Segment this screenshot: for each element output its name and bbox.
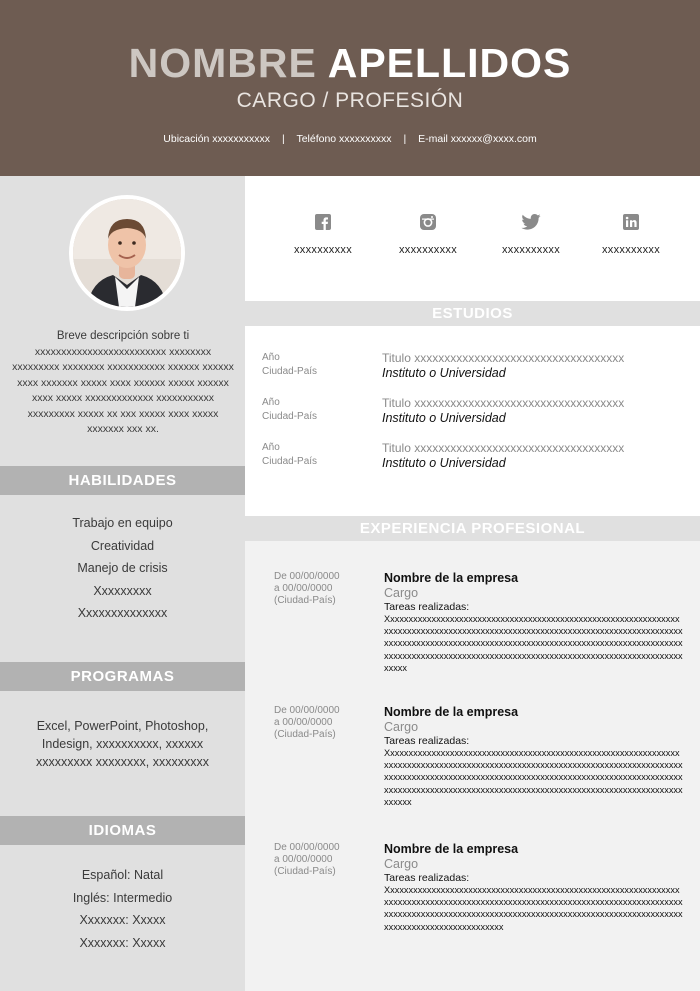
facebook-icon: [315, 214, 331, 230]
education-entry: [262, 441, 682, 473]
education-year: Año: [262, 352, 280, 363]
date-place: (Ciudad-País): [274, 866, 336, 877]
languages-heading: IDIOMAS: [0, 816, 245, 845]
list-item: Español: Natal: [81, 868, 164, 882]
social-twitter[interactable]: [481, 214, 581, 256]
profile-description: [10, 329, 236, 438]
programs-heading: PROGRAMAS: [0, 662, 245, 691]
date-to: a 00/00/0000: [274, 854, 333, 865]
education-heading: ESTUDIOS: [245, 301, 700, 326]
social-linkedin[interactable]: [581, 214, 681, 256]
social-text: xxxxxxxxxx: [399, 244, 457, 256]
tasks-label: Tareas realizadas:: [384, 735, 470, 747]
company-role: Cargo: [384, 857, 419, 871]
list-item: Manejo de crisis: [77, 561, 168, 575]
social-text: xxxxxxxxxx: [294, 244, 352, 256]
date-from: De 00/00/0000: [274, 571, 340, 582]
full-name: [0, 40, 700, 87]
phone: Teléfono xxxxxxxxxx: [296, 133, 392, 145]
education-entry: [262, 351, 682, 383]
education-degree: Titulo xxxxxxxxxxxxxxxxxxxxxxxxxxxxxxxxxxx: [382, 351, 625, 365]
date-place: (Ciudad-País): [274, 729, 336, 740]
experience-dates: [274, 842, 364, 878]
tasks-text: Xxxxxxxxxxxxxxxxxxxxxxxxxxxxxxxxxxxxxxxxxxxxxxxxxxxxxxxxxxxxxxxxxxxxxxxxxxxxxxxxxxxxxxxxxxxxxxxxxxxxxxxxxxxxxxxxxxxxxxxxxxxxxxxxxxxxxxxxxxxxxxxxxxxxxxxxxxxxxxxxxxxxxxxxxxxxxxxxxxxxxxxxxxxxxxxxxxxxxxxxxxxxxxxxxxxxxxxxxxxxxxxxxxxxxxxxxxxxxxxxxxxxxxxxxxxxxxxxxxxxxxxx: [384, 614, 683, 673]
company-role: Cargo: [384, 586, 419, 600]
company-name: Nombre de la empresa: [384, 842, 519, 856]
education-place: Ciudad-País: [262, 366, 318, 377]
experience-heading: EXPERIENCIA PROFESIONAL: [245, 516, 700, 541]
profile-text: xxxxxxxxxxxxxxxxxxxxxxxxx xxxxxxxx xxxxxxxxx xxxxxxxx xxxxxxxxxxx xxxxxx xxxxxx xxxx xxxxxxx xxxxx xxxx xxxxxx xxxxx xxxxxx xxxx xxxxx xxxxxxxxxxxxx xxxxxxxxxxx xxxxxxxxx xxxxx xx xxx xxxxx xxxx xxxxx xxxxxxx xxx xx.: [12, 345, 234, 435]
company-name: Nombre de la empresa: [384, 705, 519, 719]
list-item: Inglés: Intermedio: [72, 890, 173, 905]
list-item: Xxxxxxx: Xxxxx: [79, 935, 166, 950]
last-name: APELLIDOS: [327, 40, 572, 86]
job-title: CARGO / PROFESIÓN: [236, 89, 464, 112]
list-item: Xxxxxxx: Xxxxx: [79, 913, 166, 927]
education-date: [262, 441, 317, 469]
social-links: [245, 176, 700, 300]
date-from: De 00/00/0000: [274, 705, 340, 716]
list-item: Trabajo en equipo: [72, 516, 173, 530]
programs-text: Excel, PowerPoint, Photoshop, Indesign, xxxxxxxxxx, xxxxxx xxxxxxxxx xxxxxxxx, xxxxxxxxx: [36, 719, 209, 769]
education-school: Instituto o Universidad: [382, 411, 506, 425]
social-text: xxxxxxxxxx: [602, 244, 660, 256]
profile-photo: [73, 199, 181, 307]
education-degree: Titulo xxxxxxxxxxxxxxxxxxxxxxxxxxxxxxxxxxx: [382, 441, 625, 455]
languages-list: [0, 864, 245, 954]
profile-photo-frame: [69, 195, 185, 311]
education-date: [262, 351, 317, 379]
linkedin-icon: [623, 214, 639, 230]
twitter-icon: [521, 214, 541, 230]
experience-entry: [245, 842, 700, 952]
experience-dates: [274, 571, 364, 607]
tasks-label: Tareas realizadas:: [384, 601, 470, 613]
date-to: a 00/00/0000: [274, 717, 333, 728]
education-degree: Titulo xxxxxxxxxxxxxxxxxxxxxxxxxxxxxxxxxxx: [382, 396, 625, 410]
tasks-text: Xxxxxxxxxxxxxxxxxxxxxxxxxxxxxxxxxxxxxxxxxxxxxxxxxxxxxxxxxxxxxxxxxxxxxxxxxxxxxxxxxxxxxxxxxxxxxxxxxxxxxxxxxxxxxxxxxxxxxxxxxxxxxxxxxxxxxxxxxxxxxxxxxxxxxxxxxxxxxxxxxxxxxxxxxxxxxxxxxxxxxxxxxxxxxxxxxxxxxxxxxxxxxxxxxxxxxxxxxxxx: [384, 885, 683, 932]
contact-line: [0, 133, 700, 145]
list-item: Creatividad: [90, 538, 155, 553]
education-school: Instituto o Universidad: [382, 456, 506, 470]
social-instagram[interactable]: [378, 214, 478, 256]
profile-lead: Breve descripción sobre ti: [56, 330, 190, 342]
header: [0, 0, 700, 176]
date-to: a 00/00/0000: [274, 583, 333, 594]
company-role: Cargo: [384, 720, 419, 734]
skills-heading: HABILIDADES: [0, 466, 245, 495]
email: E-mail xxxxxx@xxxx.com: [418, 133, 537, 145]
instagram-icon: [420, 214, 436, 230]
separator: |: [403, 133, 407, 145]
education-place: Ciudad-País: [262, 411, 318, 422]
tasks-text: Xxxxxxxxxxxxxxxxxxxxxxxxxxxxxxxxxxxxxxxxxxxxxxxxxxxxxxxxxxxxxxxxxxxxxxxxxxxxxxxxxxxxxxxxxxxxxxxxxxxxxxxxxxxxxxxxxxxxxxxxxxxxxxxxxxxxxxxxxxxxxxxxxxxxxxxxxxxxxxxxxxxxxxxxxxxxxxxxxxxxxxxxxxxxxxxxxxxxxxxxxxxxxxxxxxxxxxxxxxxxxxxxxxxxxxxxxxxxxxxxxxxxxxxxxxxxxxxxxxxxxxxxx: [384, 748, 683, 807]
education-year: Año: [262, 442, 280, 453]
education-school: Instituto o Universidad: [382, 366, 506, 380]
experience-dates: [274, 705, 364, 741]
person-portrait-icon: [73, 199, 181, 307]
experience-entry: [245, 705, 700, 823]
first-name: NOMBRE: [128, 40, 317, 86]
company-name: Nombre de la empresa: [384, 571, 519, 585]
tasks-label: Tareas realizadas:: [384, 872, 470, 884]
sidebar: [0, 176, 245, 991]
separator: |: [281, 133, 285, 145]
list-item: Xxxxxxxxxxxxxx: [77, 606, 168, 620]
social-text: xxxxxxxxxx: [502, 244, 560, 256]
date-place: (Ciudad-País): [274, 595, 336, 606]
list-item: Xxxxxxxxx: [93, 583, 152, 598]
education-date: [262, 396, 317, 424]
education-year: Año: [262, 397, 280, 408]
education-entry: [262, 396, 682, 428]
social-facebook[interactable]: [273, 214, 373, 256]
skills-list: [0, 512, 245, 625]
education-place: Ciudad-País: [262, 456, 318, 467]
experience-entry: [245, 571, 700, 689]
location: Ubicación xxxxxxxxxxx: [163, 133, 271, 145]
date-from: De 00/00/0000: [274, 842, 340, 853]
